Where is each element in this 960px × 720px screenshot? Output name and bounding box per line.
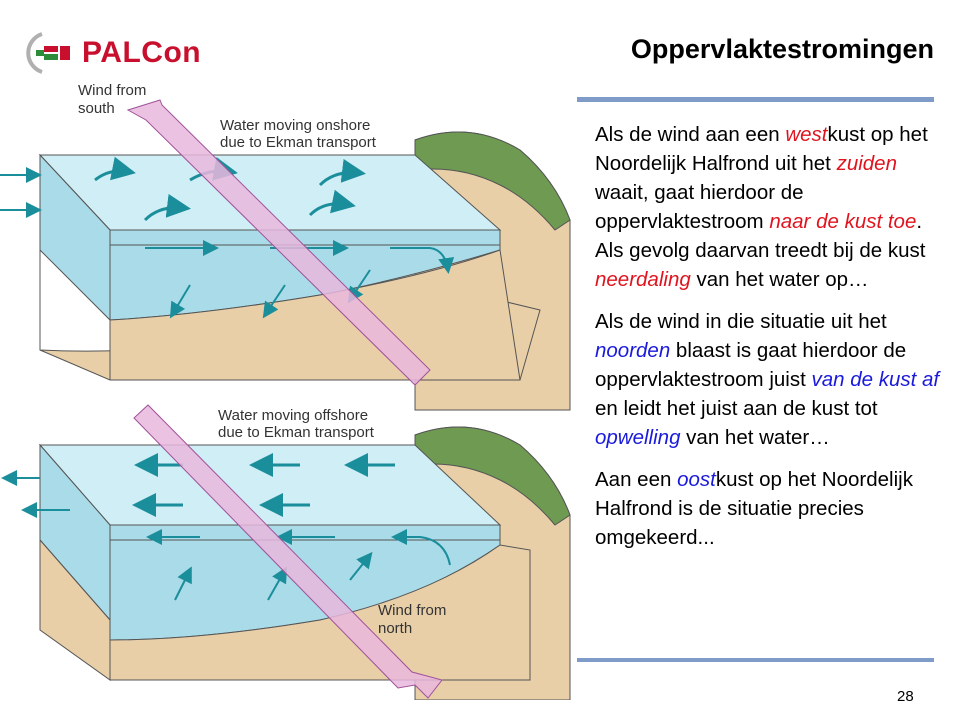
text-span: van het water… [680, 426, 830, 449]
logo-emblem-icon [22, 28, 82, 78]
page-number: 28 [897, 688, 914, 705]
highlight-away-from-coast: van de kust af [811, 368, 940, 391]
text-span: waait, gaat hierdoor de oppervlaktestroom [595, 181, 804, 233]
highlight-downwelling: neerdaling [595, 268, 691, 291]
ekman-transport-diagram [0, 80, 580, 700]
top-block [0, 82, 570, 410]
text-span: . Als gevolg daarvan treedt bij de kust [595, 210, 926, 262]
footer-divider [577, 658, 934, 662]
highlight-toward-coast: naar de kust toe [769, 210, 917, 233]
logo-text: PALCon [82, 36, 202, 69]
highlight-west: west [785, 123, 828, 146]
bottom-water-label-2: due to Ekman transport [218, 424, 374, 441]
top-wind-label: Wind from [78, 82, 147, 99]
explanation-text [595, 120, 945, 565]
palcon-logo [22, 28, 212, 78]
top-water-label: Water moving onshore [220, 117, 371, 134]
top-water-label-2: due to Ekman transport [220, 134, 376, 151]
bottom-wind-label-2: north [378, 620, 413, 637]
text-span: Als de wind in die situatie uit het [595, 310, 887, 333]
highlight-upwelling: opwelling [595, 426, 681, 449]
text-span: en leidt het juist aan de kust tot [595, 397, 878, 420]
paragraph-westcoast [595, 120, 945, 294]
highlight-south: zuiden [836, 152, 897, 175]
text-span: blaast is gaat hierdoor de oppervlaktestroom juist [595, 339, 907, 391]
paragraph-eastcoast [595, 465, 945, 552]
bottom-block [5, 405, 570, 700]
bottom-water-label: Water moving offshore [218, 407, 369, 424]
text-span: kust op het Noordelijk Halfrond uit het [595, 123, 928, 175]
bottom-wind-label: Wind from [378, 602, 447, 619]
text-span: Aan een [595, 468, 678, 491]
text-span: van het water op… [690, 268, 869, 291]
page-title: Oppervlaktestromingen [630, 34, 934, 64]
highlight-north: noorden [595, 339, 671, 362]
text-span: Als de wind aan een [595, 123, 786, 146]
highlight-east: oost [677, 468, 716, 491]
title-divider [577, 97, 934, 102]
top-wind-label-2: south [78, 100, 115, 117]
text-span: kust op het Noordelijk Halfrond is de situatie precies omgekeerd... [595, 468, 913, 549]
paragraph-north-wind [595, 307, 945, 452]
